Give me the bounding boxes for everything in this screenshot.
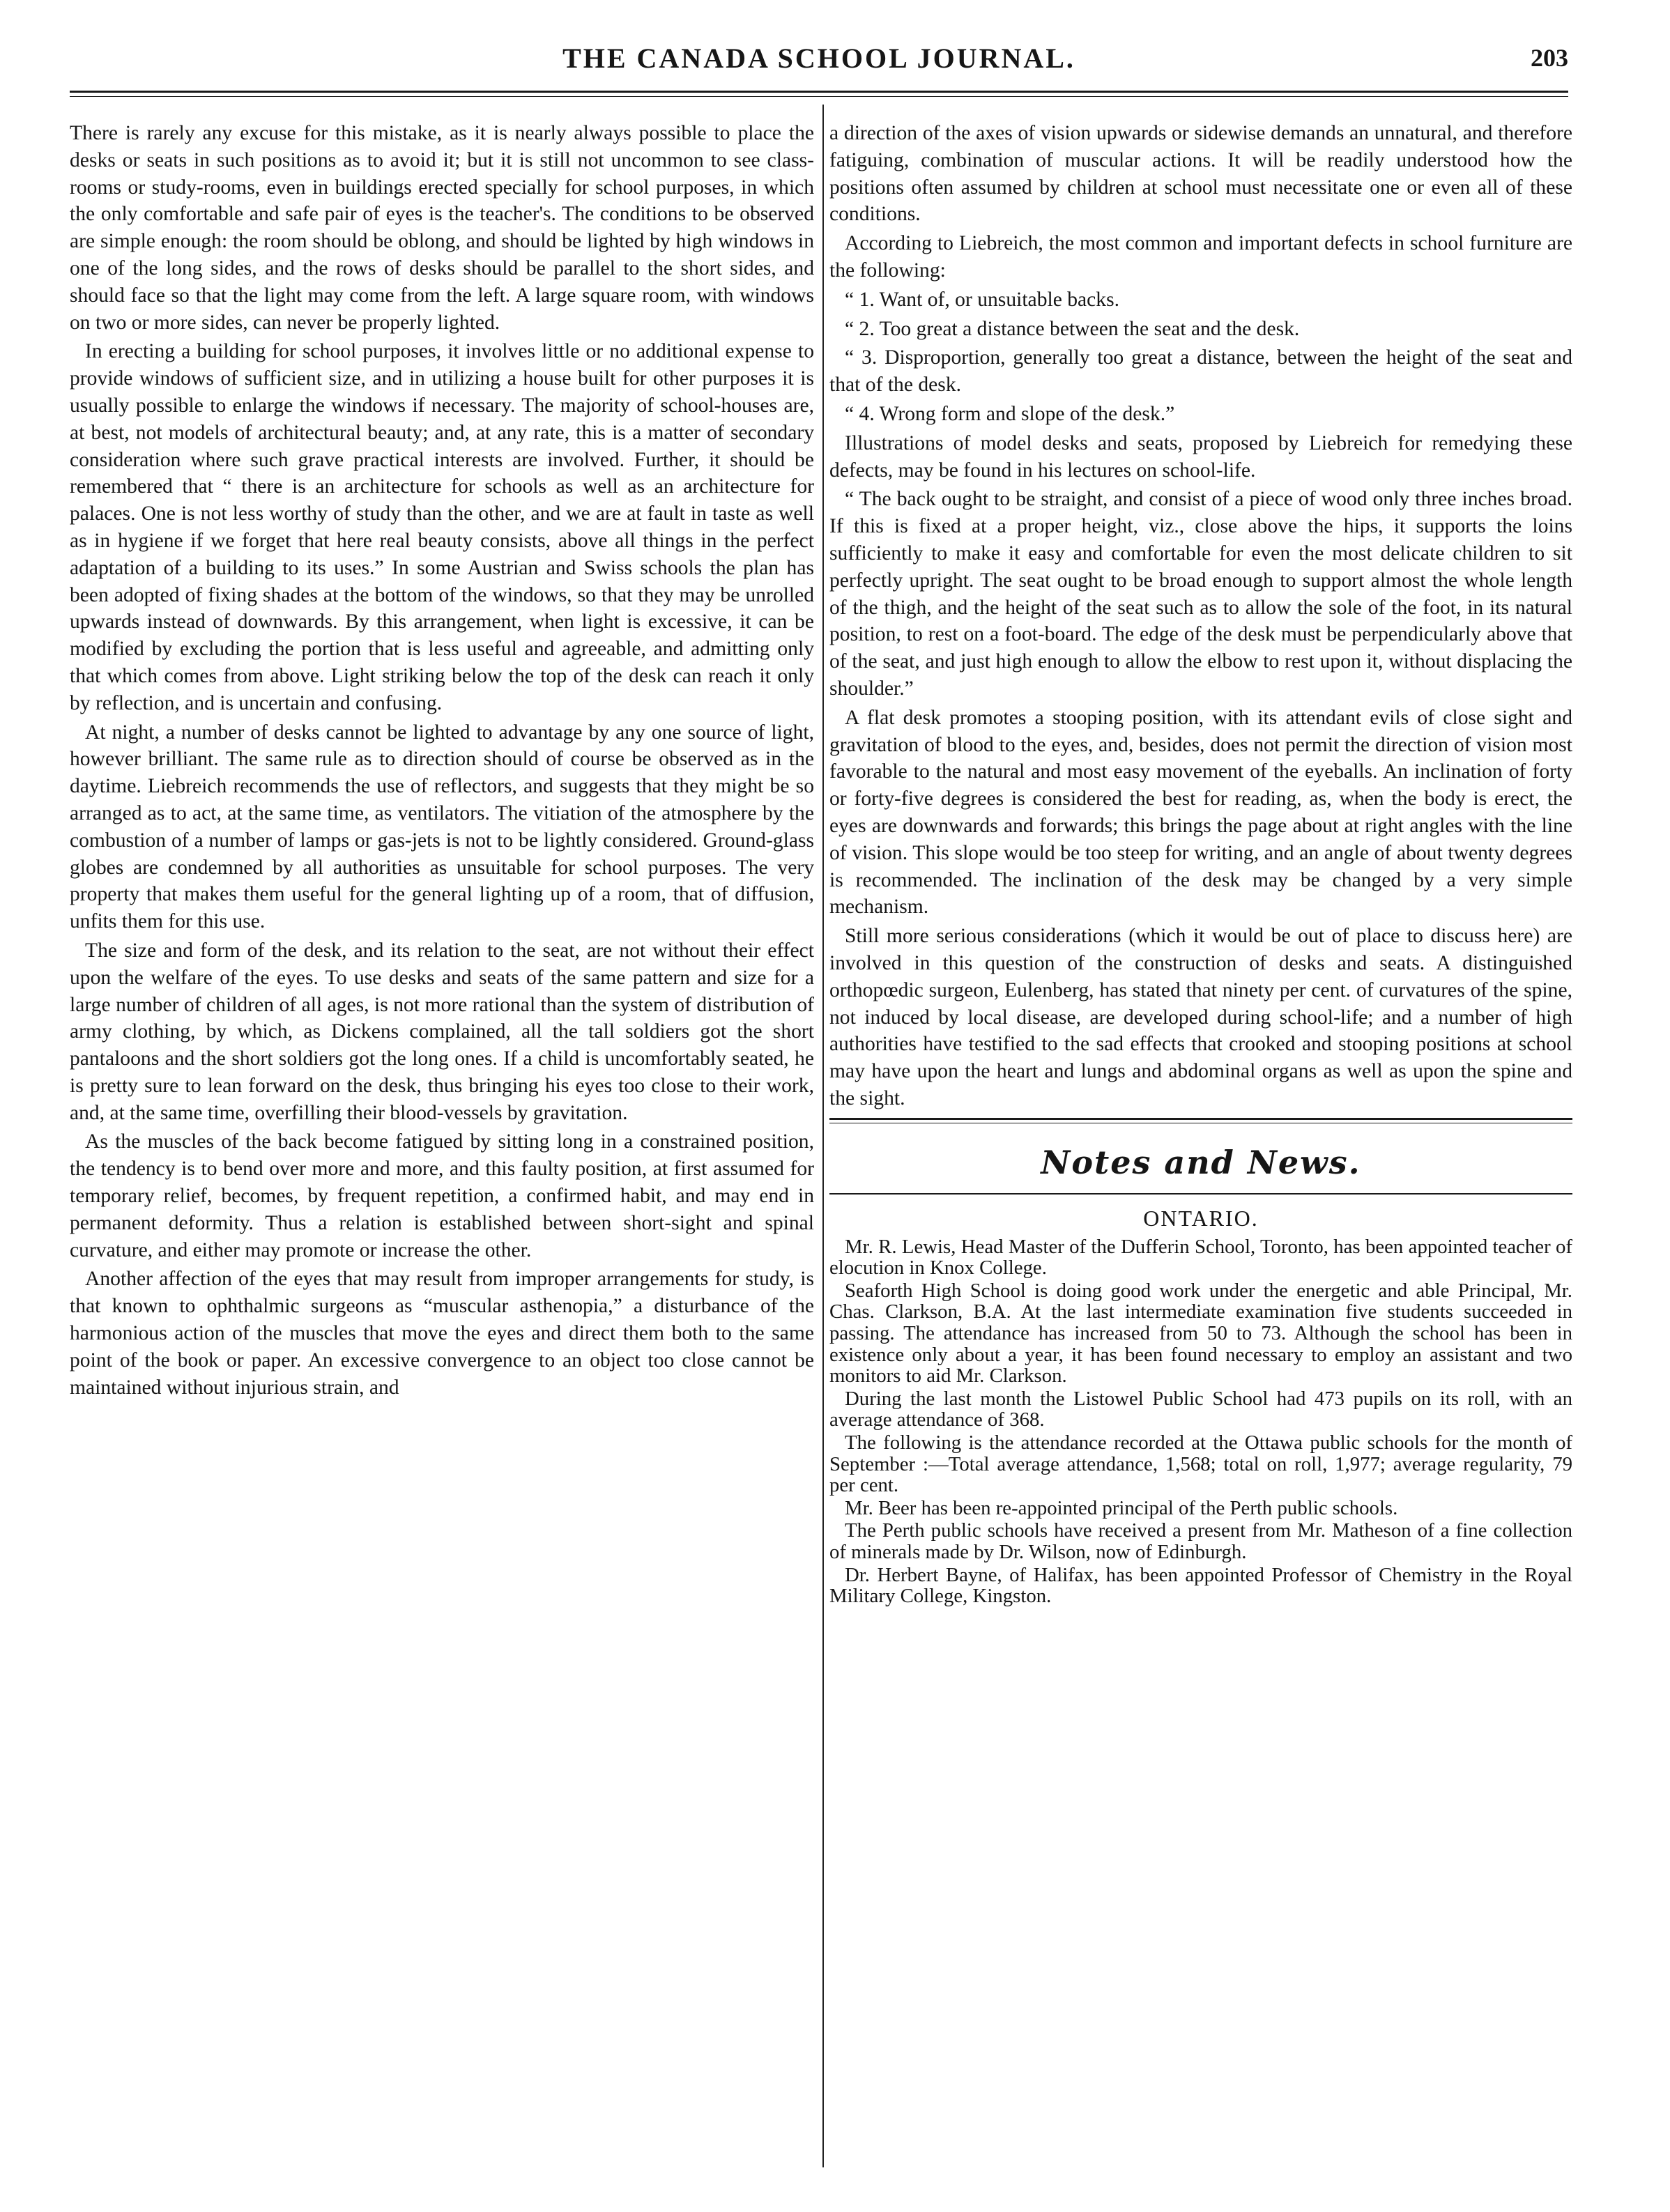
page-number: 203: [1531, 44, 1568, 72]
left-paragraph: There is rarely any excuse for this mistake, as it is nearly always possible to place the desks or seats in such positions as to avoid it; but it is still not uncommon to see class-rooms or study-rooms, even in buildings erected specially for school purposes, in which the only comfortable and safe pair of eyes is the teacher's. The conditions to be observed are simple enough: the room should be oblong, and should be lighted by high windows in one of the long sides, and the rows of desks should be parallel to the short sides, and should face so that the light may come from the left. A large square room, with windows on two or more sides, can never be properly lighted.: [70, 122, 814, 334]
news-item: Seaforth High School is doing good work under the energetic and able Principal, Mr. Chas. Clarkson, B.A. At the last intermediate examination five students succeeded in passing. The attendance has increased from 50 to 73. Although the school has been in existence only about a year, it has been found necessary to employ an assistant and two monitors to aid Mr. Clarkson.: [829, 1279, 1572, 1388]
news-item: The following is the attendance recorded at the Ottawa public schools for the month of September :—Total average attendance, 1,568; total on roll, 1,977; average regularity, 79 per cent.: [829, 1431, 1572, 1497]
right-list-item: “ 1. Want of, or unsuitable backs.: [845, 288, 1120, 311]
news-items: [829, 1236, 1572, 1607]
region-heading: ONTARIO.: [1143, 1205, 1259, 1231]
right-paragraph: A flat desk promotes a stooping position, with its attendant evils of close sight and gravitation of blood to the eyes, and, besides, does not permit the direction of vision most favorable to the natural and most easy movement of the eyeballs. An inclination of forty or forty-five degrees is considered the best for reading, as, when the body is erect, the eyes are downwards and forwards; this brings the page about at right angles with the line of vision. This slope would be too steep for writing, and an angle of about twenty degrees is recommended. The inclination of the desk may be changed by a very simple mechanism.: [829, 706, 1572, 919]
news-item: Mr. R. Lewis, Head Master of the Dufferin School, Toronto, has been appointed teacher of elocution in Knox College.: [829, 1235, 1572, 1280]
right-quotation: “ The back ought to be straight, and consist of a piece of wood only three inches broad. If this is fixed at a proper height, viz., close above the hips, it supports the loins sufficiently to make it easy and comfortable for even the most delicate children to sit perfectly upright. The seat ought to be broad enough to support almost the whole length of the thigh, and the height of the seat such as to allow the sole of the foot, in its natural position, to rest on a foot-board. The edge of the desk must be perpendicularly above that of the seat, and just high enough to allow the elbow to rest upon it, without displacing the shoulder.”: [829, 488, 1572, 700]
right-column: [829, 120, 1572, 2162]
left-paragraph: As the muscles of the back become fatigued by sitting long in a constrained position, the tendency is to bend over more and more, and this faulty position, at first assumed for temporary relief, becomes, by frequent repetition, a confirmed habit, and may end in permanent deformity. Thus a relation is established between short-sight and spinal curvature, and either may promote or increase the other.: [70, 1130, 814, 1261]
column-divider: [822, 105, 824, 2167]
left-paragraph: At night, a number of desks cannot be lighted to advantage by any one source of light, however brilliant. The same rule as to direction should of course be observed as in the daytime. Liebreich recommends the use of reflectors, and suggests that they might be so arranged as to act, at the same time, as ventilators. The vitiation of the atmosphere by the combustion of a number of lamps or gas-jets is not to be lightly considered. Ground-glass globes are condemned by all authorities as unsuitable for school purposes. The very property that makes them useful for the general lighting up of a room, that of diffusion, unfits them for this use.: [70, 721, 814, 933]
right-paragraph: According to Liebreich, the most common and important defects in school furniture are the following:: [829, 232, 1572, 282]
left-paragraph: In erecting a building for school purposes, it involves little or no additional expense to provide windows of sufficient size, and in utilizing a house built for other purposes it is usually possible to enlarge the windows if necessary. The majority of school-houses are, at best, not models of architectural beauty; and, at any rate, this is a matter of secondary consideration where such grave practical interests are involved. Further, it should be remembered that “ there is an architecture for schools as well as an architecture for palaces. One is not less worthy of study than the other, and we are at fault in taste as well as in hygiene if we forget that here real beauty consists, above all things in the perfect adaptation of a building to its uses.” In some Austrian and Swiss schools the plan has been adopted of fixing shades at the bottom of the windows, so that they may be unrolled upwards instead of downwards. By this arrangement, when light is excessive, it can be modified by excluding the portion that is less useful and agreeable, and admitting only that which comes from above. Light striking below the top of the desk can reach it only by reflection, and is uncertain and confusing.: [70, 340, 814, 714]
right-paragraph: Illustrations of model desks and seats, proposed by Liebreich for remedying these defects, may be found in his lectures on school-life.: [829, 431, 1572, 482]
section-rule: [829, 1118, 1572, 1123]
left-paragraph: The size and form of the desk, and its relation to the seat, are not without their effect upon the welfare of the eyes. To use desks and seats of the same pattern and size for a large number of children of all ages, is not more rational than the system of distribution of army clothing, by which, as Dickens complained, all the tall soldiers got the short pantaloons and the short soldiers got the long ones. If a child is uncomfortably seated, he is pretty sure to lean forward on the desk, thus bringing his eyes too close to their work, and, at the same time, overfilling their blood-vessels by gravitation.: [70, 939, 814, 1124]
right-paragraph: Still more serious considerations (which it would be out of place to discuss here) are involved in this question of the construction of desks and seats. A distinguished orthopœdic surgeon, Eulenberg, has stated that ninety per cent. of curvatures of the spine, not induced by local disease, are developed during school-life; and a number of high authorities have testified to the sad effects that crooked and stooping positions at school may have upon the heart and lungs and abdominal organs as well as upon the spine and the sight.: [829, 925, 1572, 1109]
right-list-item: “ 4. Wrong form and slope of the desk.”: [845, 402, 1175, 425]
news-item: During the last month the Listowel Public School had 473 pupils on its roll, with an average attendance of 368.: [829, 1387, 1572, 1431]
header-rule: [70, 91, 1568, 97]
right-paragraph: a direction of the axes of vision upwards or sidewise demands an unnatural, and therefore fatiguing, combination of muscular actions. It will be readily understood how the positions often assumed by children at school must necessitate one or even all of these conditions.: [829, 122, 1572, 226]
news-item: Dr. Herbert Bayne, of Halifax, has been appointed Professor of Chemistry in the Royal Military College, Kingston.: [829, 1563, 1572, 1608]
journal-title: THE CANADA SCHOOL JOURNAL.: [562, 42, 1075, 74]
right-list-item: “ 2. Too great a distance between the seat and the desk.: [845, 317, 1300, 340]
right-list-item: “ 3. Disproportion, generally too great a distance, between the height of the seat and that of the desk.: [829, 346, 1572, 397]
left-column: [70, 120, 814, 2162]
news-item: Mr. Beer has been re-appointed principal of the Perth public schools.: [845, 1496, 1398, 1519]
news-item: The Perth public schools have received a present from Mr. Matheson of a fine collection of minerals made by Dr. Wilson, now of Edinburgh.: [829, 1519, 1572, 1563]
left-paragraph: Another affection of the eyes that may result from improper arrangements for study, is that known to ophthalmic surgeons as “muscular asthenopia,” a disturbance of the harmonious action of the muscles that move the eyes and direct them both to the same point of the book or paper. An excessive convergence to an object too close cannot be maintained without injurious strain, and: [70, 1268, 814, 1399]
running-head: [70, 40, 1568, 75]
section-title-rule: [829, 1193, 1572, 1195]
section-title: Notes and News.: [1041, 1143, 1361, 1181]
